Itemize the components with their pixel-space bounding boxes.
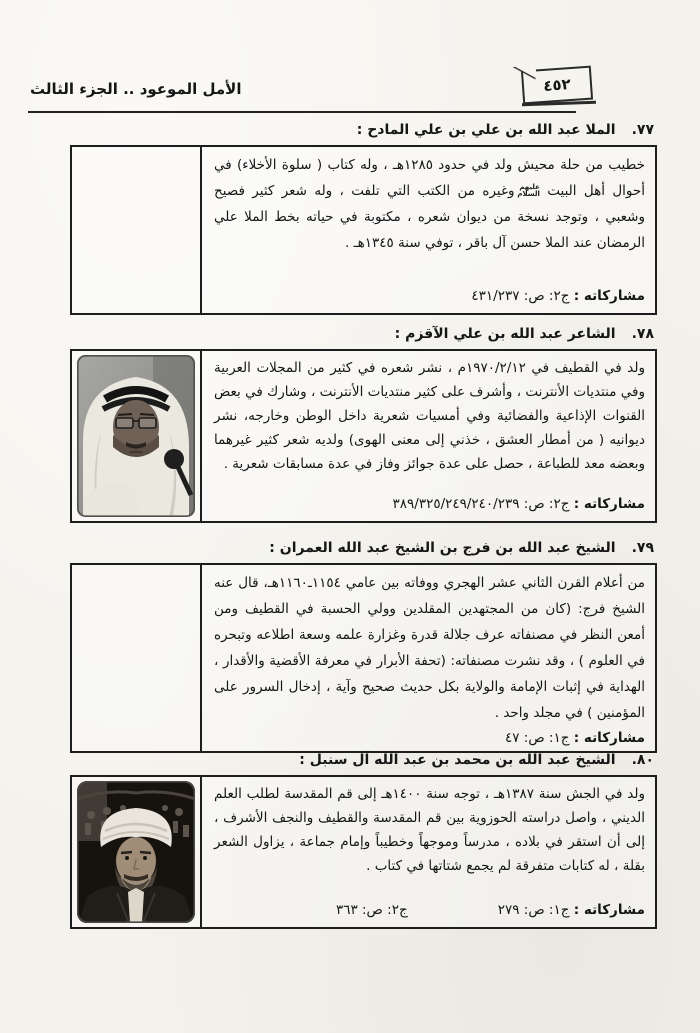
entry-header: [0, 326, 654, 342]
contributions-line: [214, 284, 645, 310]
photo-cell-empty: [72, 565, 200, 751]
biography-part-b: وغيره من الكتب التي تلفت ، وله شعر كثير فصيح وشعبي ، وتوجد نسخة من ديوان شعره ، مكتوبة في حياته بخط الملا علي الرمضان عند الملا حسن آل باقر ، توفي سنة ١٣٤٥هـ .: [214, 183, 645, 251]
entry-box: [70, 145, 657, 315]
page-fold-icon: [514, 64, 537, 80]
entry-number: ٨٠.: [631, 752, 654, 768]
entry-text-cell: [200, 351, 655, 521]
photo-cell-empty: [72, 147, 200, 313]
entry-number: ٧٩.: [631, 540, 654, 556]
honorific-mark: عليهم السلام: [517, 183, 540, 198]
contributions-line: [214, 492, 645, 518]
header-rule: [28, 111, 576, 113]
contributions-label: مشاركاته :: [573, 902, 645, 918]
entry-text-cell: [200, 147, 655, 313]
entry-79: [0, 540, 700, 753]
contributions-line: [214, 726, 645, 752]
entry-name: الملا عبد الله بن علي بن علي المادح :: [356, 122, 616, 138]
contributions: [505, 726, 645, 750]
contributions-value: ج١: ص: ٢٧٩: [497, 902, 570, 918]
contributions: [471, 284, 645, 308]
entry-number: ٧٨.: [631, 326, 654, 342]
entry-box: [70, 563, 657, 753]
entry-text-cell: [200, 777, 655, 927]
entry-78: [0, 326, 700, 523]
entry-77: [0, 122, 700, 315]
entry-header: [0, 752, 654, 768]
photo-cell: [72, 777, 200, 927]
entry-header: [0, 122, 654, 138]
contributions-label: مشاركاته :: [573, 730, 645, 746]
entry-header: [0, 540, 654, 556]
portrait-photo-poet: [77, 355, 195, 517]
entry-name: الشيخ عبد الله بن محمد بن عبد الله آل سنبل :: [299, 752, 616, 768]
contributions: [498, 898, 645, 922]
contributions-value: ج١: ص: ٤٧: [504, 730, 570, 746]
page-number: ٤٥٢: [542, 75, 572, 95]
entry-box: [70, 775, 657, 929]
contributions-label: مشاركاته :: [573, 288, 645, 304]
contributions-line: [214, 898, 645, 924]
biography-part-a: خطيب من حلة محيش ولد في حدود ١٢٨٥هـ ، وله كتاب ( سلوة الأخلاء) في أحوال أهل البيت: [214, 157, 645, 199]
biography-text: ولد في الجش سنة ١٣٨٧هـ ، توجه سنة ١٤٠٠هـ إلى قم المقدسة لطلب العلم الديني ، واصل دراسته الحوزوية بين قم المقدسة والقطيف والنجف الأشرف ، إلى أن استقر في بلاده ، مدرساً وموجهاً وخطيباً وإمام جماعة ، يزاول الشعر بقلة ، له كتابات متفرقة لم يجمع شتاتها في كتاب .: [214, 786, 645, 874]
contributions: [393, 492, 645, 516]
contributions-label: مشاركاته :: [573, 496, 645, 512]
entry-80: [0, 752, 700, 929]
contributions-value-2: ج٢: ص: ٣٦٣: [335, 902, 408, 918]
entry-box: [70, 349, 657, 523]
entry-number: ٧٧.: [631, 122, 654, 138]
contributions-value: ج٢: ص: ٤٣١/٢٣٧: [471, 288, 570, 304]
photo-cell: [72, 351, 200, 521]
biography-text: [214, 152, 645, 256]
page-header: [28, 66, 658, 110]
portrait-photo-sheikh: [77, 781, 195, 923]
biography-text: من أعلام القرن الثاني عشر الهجري ووفاته بين عامي ١١٥٤ـ١١٦٠هـ، قال عنه الشيخ فرج: (كان من المجتهدين المقلدين وولي الحسبة في القطيف ومن أمعن النظر في مصنفاته عرف جلالة قدرة وغزارة علمه وسعة اطلاعه وتبحره في العلوم ) ، وقد نشرت مصنفاته: (تحفة الأبرار في معرفة الأقضية والأقدار ، الهداية في إثبات الإمامة والولاية بكل حديث صحيح وآية ، إدخال السرور على المؤمنين ) في مجلد واحد .: [214, 575, 645, 721]
entry-name: الشيخ عبد الله بن فرج بن الشيخ عبد الله العمران :: [269, 540, 616, 556]
page-title: الأمل الموعود .. الجزء الثالث: [30, 80, 242, 98]
entry-text-cell: [200, 565, 655, 751]
page-number-box: [521, 66, 593, 105]
entry-name: الشاعر عبد الله بن علي الآقزم :: [394, 326, 616, 342]
contributions-value: ج٢: ص: ٣٨٩/٣٢٥/٢٤٩/٢٤٠/٢٣٩: [392, 496, 570, 512]
biography-text: ولد في القطيف في ١٩٧٠/٢/١٢م ، نشر شعره في كثير من المجلات العربية وفي منتديات الأنترنت ، وأشرف على كثير منتديات الأنترنت ، وشارك في بعض القنوات الإذاعية والفضائية وفي أمسيات شعرية داخل الوطن وخارجه، نشر ديوانيه ( من أمطار العشق ، خذني إلى معنى الهوى) ولديه شعر كثير غيرهما وبعضه معد للطباعة ، حصل على عدة جوائز وفاز في عدة مسابقات شعرية .: [214, 360, 645, 472]
